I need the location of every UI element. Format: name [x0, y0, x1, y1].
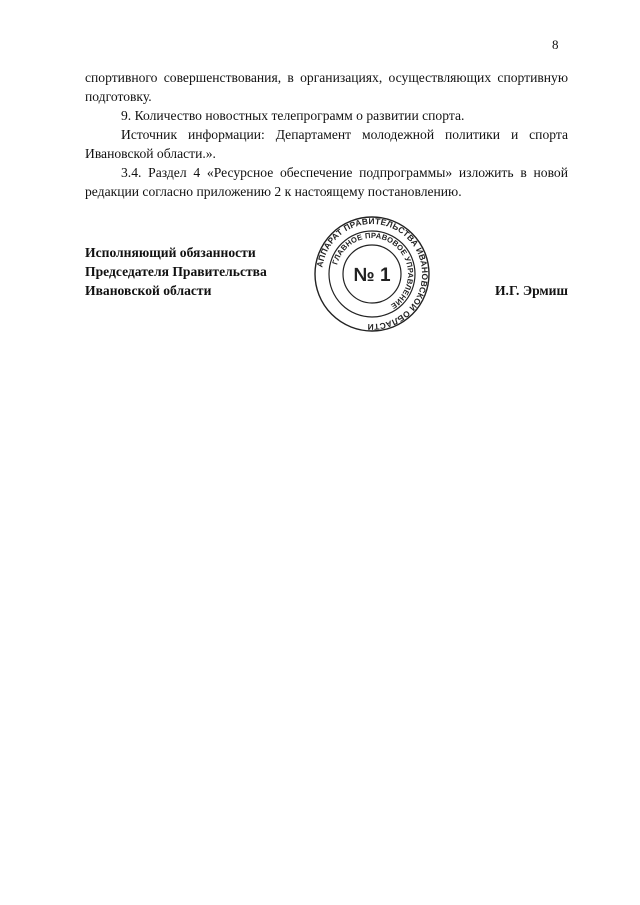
official-stamp — [314, 216, 430, 332]
stamp-inner-text: ГЛАВНОЕ ПРАВОВОЕ УПРАВЛЕНИЕ — [330, 230, 416, 311]
body-text — [85, 68, 568, 201]
paragraph: спортивного совершенствования, в организациях, осуществляющих спортивную подготовку. — [85, 70, 568, 104]
signatory-title — [85, 243, 267, 300]
signatory-title-line: Председателя Правительства — [85, 264, 267, 279]
signatory-title-line: Ивановской области — [85, 283, 212, 298]
stamp-outer-text: АППАРАТ ПРАВИТЕЛЬСТВА ИВАНОВСКОЙ ОБЛАСТИ — [314, 216, 430, 332]
paragraph: 3.4. Раздел 4 «Ресурсное обеспечение подпрограммы» изложить в новой редакции согласно приложению 2 к настоящему постановлению. — [85, 165, 568, 199]
page-number: 8 — [552, 37, 559, 52]
signer-name: И.Г. Эрмиш — [494, 283, 568, 298]
stamp-number: № 1 — [353, 265, 391, 286]
signatory-title-line: Исполняющий обязанности — [85, 245, 256, 260]
paragraph: Источник информации: Департамент молодежной политики и спорта Ивановской области.». — [85, 127, 568, 161]
paragraph: 9. Количество новостных телепрограмм о развитии спорта. — [121, 108, 465, 123]
